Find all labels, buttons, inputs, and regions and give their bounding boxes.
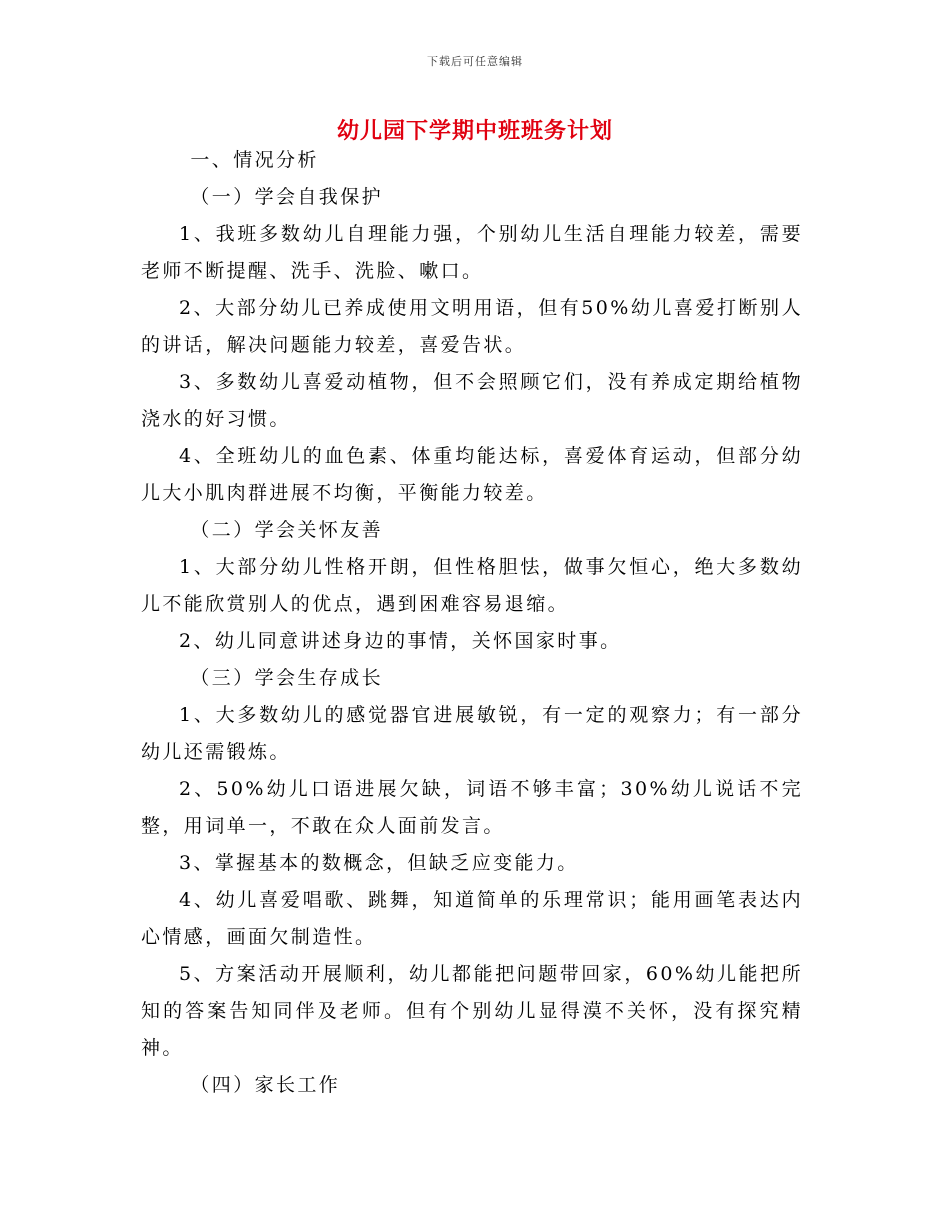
paragraph: 4、幼儿喜爱唱歌、跳舞，知道简单的乐理常识；能用画笔表达内心情感，画面欠制造性。 xyxy=(141,889,803,948)
paragraph: 1、我班多数幼儿自理能力强，个别幼儿生活自理能力较差，需要老师不断提醒、洗手、洗脸、嗽口。 xyxy=(141,223,803,282)
header-note: 下载后可任意编辑 xyxy=(427,55,523,68)
paragraph: 5、方案活动开展顺利，幼儿都能把问题带回家，60%幼儿能把所知的答案告知同伴及老师。但有个别幼儿显得漠不关怀，没有探究精神。 xyxy=(141,963,803,1059)
document-title: 幼儿园下学期中班班务计划 xyxy=(336,118,613,144)
paragraph: 1、大部分幼儿性格开朗，但性格胆怯，做事欠恒心，绝大多数幼儿不能欣赏别人的优点，遇到困难容易退缩。 xyxy=(141,556,803,615)
paragraph: 2、大部分幼儿已养成使用文明用语，但有50%幼儿喜爱打断别人的讲话，解决问题能力较差，喜爱告状。 xyxy=(141,297,803,356)
paragraph: 2、幼儿同意讲述身边的事情，关怀国家时事。 xyxy=(179,630,622,652)
subsection-heading-care-friendly: （二）学会关怀友善 xyxy=(190,519,383,541)
paragraph: 2、50%幼儿口语进展欠缺，词语不够丰富；30%幼儿说话不完整，用词单一，不敢在众人面前发言。 xyxy=(141,778,803,837)
section-heading-analysis: 一、情况分析 xyxy=(190,149,319,171)
document-body xyxy=(141,142,803,1104)
paragraph: 3、掌握基本的数概念，但缺乏应变能力。 xyxy=(179,852,579,874)
subsection-heading-parents: （四）家长工作 xyxy=(190,1074,341,1096)
subsection-heading-self-protection: （一）学会自我保护 xyxy=(190,186,383,208)
paragraph: 3、多数幼儿喜爱动植物，但不会照顾它们，没有养成定期给植物浇水的好习惯。 xyxy=(141,371,803,430)
subsection-heading-growth: （三）学会生存成长 xyxy=(190,667,383,689)
paragraph: 1、大多数幼儿的感觉器官进展敏锐，有一定的观察力；有一部分幼儿还需锻炼。 xyxy=(141,704,803,763)
paragraph: 4、全班幼儿的血色素、体重均能达标，喜爱体育运动，但部分幼儿大小肌肉群进展不均衡，平衡能力较差。 xyxy=(141,445,803,504)
